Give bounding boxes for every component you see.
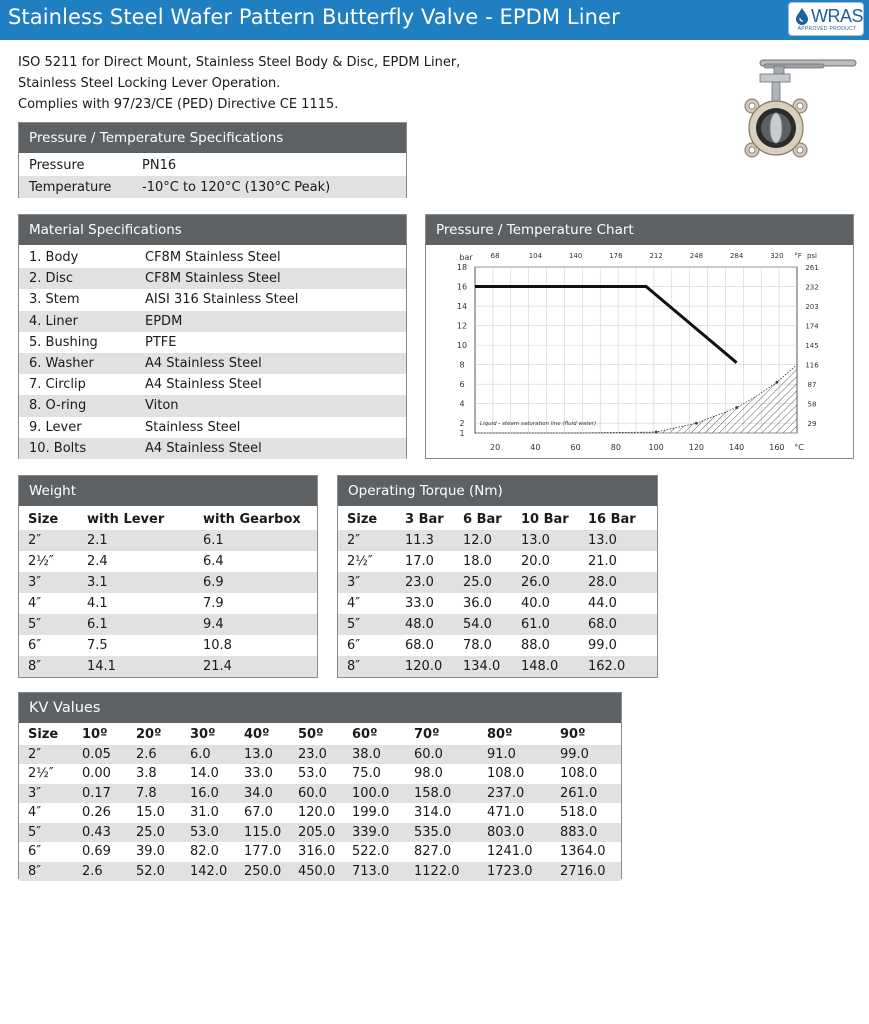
column-header: 6 Bar [463,512,502,527]
table-cell: 199.0 [352,805,390,821]
column-header: 60º [352,727,378,743]
table-cell: 2.6 [127,745,181,765]
panel-title: Pressure / Temperature Chart [426,215,853,245]
table-row [338,593,657,614]
table-cell: 9.4 [194,614,317,635]
table-row [19,176,406,198]
pressure-temperature-specs-table [19,154,406,198]
x-tick-label-f: 248 [689,252,704,260]
column-header: with Gearbox [203,512,301,527]
table-cell: 713.0 [343,862,405,882]
table-cell: 0.17 [73,784,127,804]
x-tick-label-c: 160 [769,443,785,452]
water-drop-icon [794,7,810,25]
table-cell: 7.8 [127,784,181,804]
butterfly-valve-image [740,52,860,164]
table-cell: 8″ [338,656,396,677]
table-cell: 5″ [19,823,73,843]
table-cell: 38.0 [343,745,405,765]
table-row [19,745,621,765]
spec-value: CF8M Stainless Steel [145,250,281,266]
table-cell: 1122.0 [405,862,478,882]
table-row [19,635,317,656]
table-cell: 60.0 [289,784,343,804]
operating-torque-table [338,509,657,677]
spec-label: 7. Circlip [29,377,86,393]
table-cell: 53.0 [181,823,235,843]
table-row [338,614,657,635]
table-row [19,353,406,374]
y-tick-label-bar: 8 [459,360,465,370]
table-cell: 108.0 [560,766,598,782]
table-row [19,311,406,332]
table-cell: 14.1 [78,656,194,677]
table-cell: 6.1 [78,614,194,635]
table-cell: 39.0 [136,844,165,860]
table-cell: 2.6 [73,862,127,882]
spec-label: 9. Lever [29,419,82,435]
table-cell: 14.0 [190,766,219,782]
table-cell: 13.0 [579,530,657,551]
spec-label: 8. O-ring [19,395,135,416]
table-row [19,842,621,862]
material-specs-table [19,247,406,459]
spec-value: Stainless Steel [145,419,241,435]
column-header: 3 Bar [405,512,444,527]
spec-label: 5. Bushing [29,334,98,350]
x-axis-unit-f: °F [794,252,802,260]
y-tick-label-bar: 6 [459,380,465,390]
x-tick-label-f: 320 [770,252,784,260]
header-row [338,509,657,530]
y-tick-label-bar: 14 [456,302,468,312]
table-cell: 68.0 [579,614,657,635]
panel-title: Weight [19,476,317,506]
table-cell: 2.4 [87,554,108,569]
table-row [338,551,657,572]
table-row [19,332,406,353]
table-cell: 6.1 [194,530,317,551]
table-cell: 4″ [28,596,42,611]
table-cell: 23.0 [396,572,454,593]
table-cell: 31.0 [190,805,219,821]
table-cell: 6″ [347,638,361,653]
column-header: 90º [560,727,586,743]
spec-value: PN16 [142,157,177,173]
column-header: 20º [136,727,162,743]
kv-values-panel [18,692,622,879]
table-cell: 78.0 [463,638,492,653]
table-cell: 120.0 [396,656,454,677]
table-cell: 2″ [19,530,78,551]
table-row [338,572,657,593]
table-cell: 314.0 [414,805,452,821]
y-tick-label-psi: 116 [805,361,819,370]
table-cell: 205.0 [289,823,343,843]
table-row [19,247,406,268]
table-cell: 17.0 [405,554,434,569]
table-cell: 6.0 [181,745,235,765]
spec-value: AISI 316 Stainless Steel [145,292,299,308]
saturation-annotation: Liquid - steam saturation line (fluid water) [480,421,597,427]
table-row [19,614,317,635]
y-tick-label-bar: 12 [456,321,468,331]
table-cell: 21.0 [588,554,617,569]
saturation-point [655,431,658,434]
intro-line: Stainless Steel Locking Lever Operation. [18,76,281,91]
table-cell: 0.26 [82,805,111,821]
page-title: Stainless Steel Wafer Pattern Butterfly Valve - EPDM Liner [8,5,620,29]
table-cell: 471.0 [487,805,525,821]
table-cell: 3.1 [78,572,194,593]
pressure-temperature-chart [426,245,853,458]
table-cell: 6″ [28,844,42,860]
table-row [338,530,657,551]
table-row [19,551,317,572]
spec-label: 1. Body [29,250,79,266]
x-tick-label-c: 120 [688,443,705,452]
spec-label: Pressure [29,157,85,173]
table-cell: 0.69 [82,844,111,860]
table-cell: 0.00 [82,766,111,782]
table-cell: 34.0 [235,784,289,804]
table-cell: 82.0 [190,844,219,860]
spec-value: -10°C to 120°C (130°C Peak) [132,176,406,198]
table-row [19,572,317,593]
table-cell: 2½″ [28,554,54,569]
table-cell: 115.0 [235,823,289,843]
spec-value: A4 Stainless Steel [135,438,406,459]
table-cell: 25.0 [127,823,181,843]
table-cell: 99.0 [551,745,621,765]
x-tick-label-f: 104 [528,252,543,260]
weight-panel [18,475,318,678]
table-row [19,784,621,804]
table-cell: 2½″ [28,766,54,782]
panel-title: KV Values [19,693,621,723]
table-cell: 535.0 [405,823,478,843]
table-cell: 99.0 [588,638,617,653]
table-cell: 6″ [28,638,42,653]
table-cell: 803.0 [478,823,551,843]
column-header: 80º [487,727,513,743]
material-specs-panel [18,214,407,459]
column-header: 40º [244,727,270,743]
y-tick-label-psi: 87 [807,381,817,390]
wras-logo-subtext: APPROVED PRODUCT [797,26,857,32]
table-cell: 16.0 [181,784,235,804]
pressure-temperature-chart-panel [425,214,854,459]
table-cell: 1241.0 [487,844,533,860]
y-tick-label-psi: 232 [805,283,819,292]
table-cell: 26.0 [512,572,579,593]
table-row [19,764,621,784]
intro-line: Complies with 97/23/CE (PED) Directive CE 1115. [18,97,339,112]
table-cell: 177.0 [244,844,282,860]
table-cell: 0.05 [73,745,127,765]
column-header: 10º [82,727,108,743]
table-cell: 1364.0 [560,844,606,860]
column-header: Size [28,727,59,743]
table-cell: 6.4 [203,554,224,569]
table-cell: 68.0 [405,638,434,653]
table-cell: 142.0 [181,862,235,882]
spec-value: CF8M Stainless Steel [135,268,406,289]
table-cell: 100.0 [343,784,405,804]
table-cell: 36.0 [463,596,492,611]
pressure-temperature-specs-panel [18,122,407,198]
column-header: Size [28,512,59,527]
table-cell: 98.0 [414,766,443,782]
table-cell: 8″ [19,656,78,677]
y-tick-label-bar: 4 [459,399,465,409]
table-row [19,289,406,310]
table-row [19,268,406,289]
table-cell: 0.43 [73,823,127,843]
table-cell: 4″ [28,805,42,821]
table-cell: 33.0 [244,766,273,782]
x-tick-label-c: 140 [728,443,745,452]
table-cell: 158.0 [405,784,478,804]
table-cell: 250.0 [235,862,289,882]
table-cell: 2.1 [78,530,194,551]
table-row [19,417,406,438]
table-cell: 91.0 [478,745,551,765]
spec-value: EPDM [135,311,406,332]
column-header: 70º [414,727,440,743]
spec-value: A4 Stainless Steel [145,377,262,393]
column-header: 10 Bar [521,512,569,527]
x-tick-label-f: 284 [729,252,744,260]
wras-logo-text: WRAS [811,6,863,26]
table-cell: 8″ [19,862,73,882]
spec-label: 3. Stem [29,292,80,308]
panel-title: Operating Torque (Nm) [338,476,657,506]
spec-label: 4. Liner [19,311,135,332]
table-row [338,656,657,677]
table-cell: 3″ [338,572,396,593]
table-cell: 237.0 [478,784,551,804]
intro-text [18,52,460,115]
table-cell: 4.1 [87,596,108,611]
table-cell: 15.0 [136,805,165,821]
table-row [19,374,406,395]
x-tick-label-c: 40 [530,443,541,452]
intro-line: ISO 5211 for Direct Mount, Stainless Steel Body & Disc, EPDM Liner, [18,55,461,70]
table-cell: 522.0 [352,844,390,860]
x-tick-label-f: 140 [568,252,583,260]
table-cell: 21.4 [194,656,317,677]
table-cell: 5″ [338,614,396,635]
x-tick-label-f: 176 [609,252,623,260]
table-cell: 3.8 [136,766,157,782]
table-cell: 4″ [347,596,361,611]
table-cell: 162.0 [579,656,657,677]
table-row [19,438,406,459]
table-cell: 827.0 [414,844,452,860]
table-cell: 883.0 [551,823,621,843]
saturation-point [735,406,738,409]
table-cell: 7.9 [203,596,224,611]
spec-value: PTFE [145,334,177,350]
table-cell: 10.8 [203,638,232,653]
table-cell: 25.0 [454,572,512,593]
table-cell: 88.0 [521,638,550,653]
x-tick-label-c: 80 [610,443,621,452]
table-cell: 61.0 [512,614,579,635]
table-row [19,823,621,843]
table-cell: 23.0 [289,745,343,765]
table-cell: 450.0 [289,862,343,882]
table-cell: 2716.0 [551,862,621,882]
table-row [19,803,621,823]
table-cell: 53.0 [298,766,327,782]
y-tick-label-psi: 29 [807,420,817,429]
table-cell: 11.3 [396,530,454,551]
table-cell: 28.0 [579,572,657,593]
table-cell: 7.5 [87,638,108,653]
table-row [19,530,317,551]
table-cell: 261.0 [551,784,621,804]
table-cell: 339.0 [343,823,405,843]
saturation-point [695,422,698,425]
table-cell: 2½″ [347,554,373,569]
y-tick-label-bar: 2 [459,419,465,429]
spec-label: 2. Disc [19,268,135,289]
kv-values-table [19,725,621,881]
header-bar [0,0,869,40]
table-cell: 2″ [19,745,73,765]
table-cell: 48.0 [396,614,454,635]
spec-value: Viton [135,395,406,416]
y-tick-label-bar: 1 [459,429,465,438]
y-tick-label-psi: 261 [805,264,819,272]
table-cell: 6.9 [194,572,317,593]
operating-torque-panel [337,475,658,678]
header-row [19,509,317,530]
table-cell: 316.0 [298,844,336,860]
spec-label: 6. Washer [19,353,135,374]
table-cell: 44.0 [588,596,617,611]
y-tick-label-psi: 203 [805,303,819,312]
table-cell: 134.0 [454,656,512,677]
x-tick-label-f: 68 [490,252,500,260]
column-header: with Lever [87,512,165,527]
panel-title: Pressure / Temperature Specifications [19,123,406,153]
y-axis-label-psi: psi [806,252,818,260]
spec-label: 10. Bolts [19,438,135,459]
table-cell: 12.0 [454,530,512,551]
table-cell: 20.0 [521,554,550,569]
y-tick-label-bar: 10 [456,341,468,351]
table-cell: 3″ [19,572,78,593]
spec-value: A4 Stainless Steel [135,353,406,374]
weight-table [19,509,317,677]
table-cell: 67.0 [244,805,273,821]
table-cell: 1723.0 [478,862,551,882]
table-cell: 518.0 [560,805,598,821]
spec-label: Temperature [19,176,132,198]
x-tick-label-f: 212 [649,252,663,260]
table-row [19,154,406,176]
x-tick-label-c: 100 [648,443,664,452]
column-header: Size [347,512,378,527]
table-cell: 148.0 [512,656,579,677]
table-cell: 60.0 [405,745,478,765]
y-tick-label-psi: 145 [805,342,819,351]
table-cell: 108.0 [487,766,525,782]
column-header: 16 Bar [588,512,636,527]
table-cell: 3″ [19,784,73,804]
table-cell: 13.0 [235,745,289,765]
table-cell: 120.0 [298,805,336,821]
table-cell: 54.0 [454,614,512,635]
panel-title: Material Specifications [19,215,406,245]
table-row [19,395,406,416]
y-axis-label-bar: bar [459,253,473,262]
table-cell: 75.0 [352,766,381,782]
table-cell: 40.0 [521,596,550,611]
y-tick-label-bar: 16 [456,282,468,292]
table-row [19,862,621,882]
x-tick-label-c: 60 [570,443,581,452]
table-row [338,635,657,656]
header-row [19,725,621,745]
y-tick-label-psi: 174 [805,322,819,331]
table-row [19,656,317,677]
y-tick-label-psi: 58 [807,400,817,409]
column-header: 50º [298,727,324,743]
x-tick-label-c: 20 [490,443,501,452]
table-cell: 13.0 [512,530,579,551]
table-cell: 52.0 [127,862,181,882]
wras-logo [788,2,864,36]
table-cell: 2″ [338,530,396,551]
x-axis-unit-c: °C [794,443,804,452]
saturation-point [775,381,778,384]
table-row [19,593,317,614]
table-cell: 33.0 [405,596,434,611]
column-header: 30º [190,727,216,743]
y-tick-label-bar: 18 [456,263,468,272]
table-cell: 5″ [19,614,78,635]
table-cell: 18.0 [463,554,492,569]
